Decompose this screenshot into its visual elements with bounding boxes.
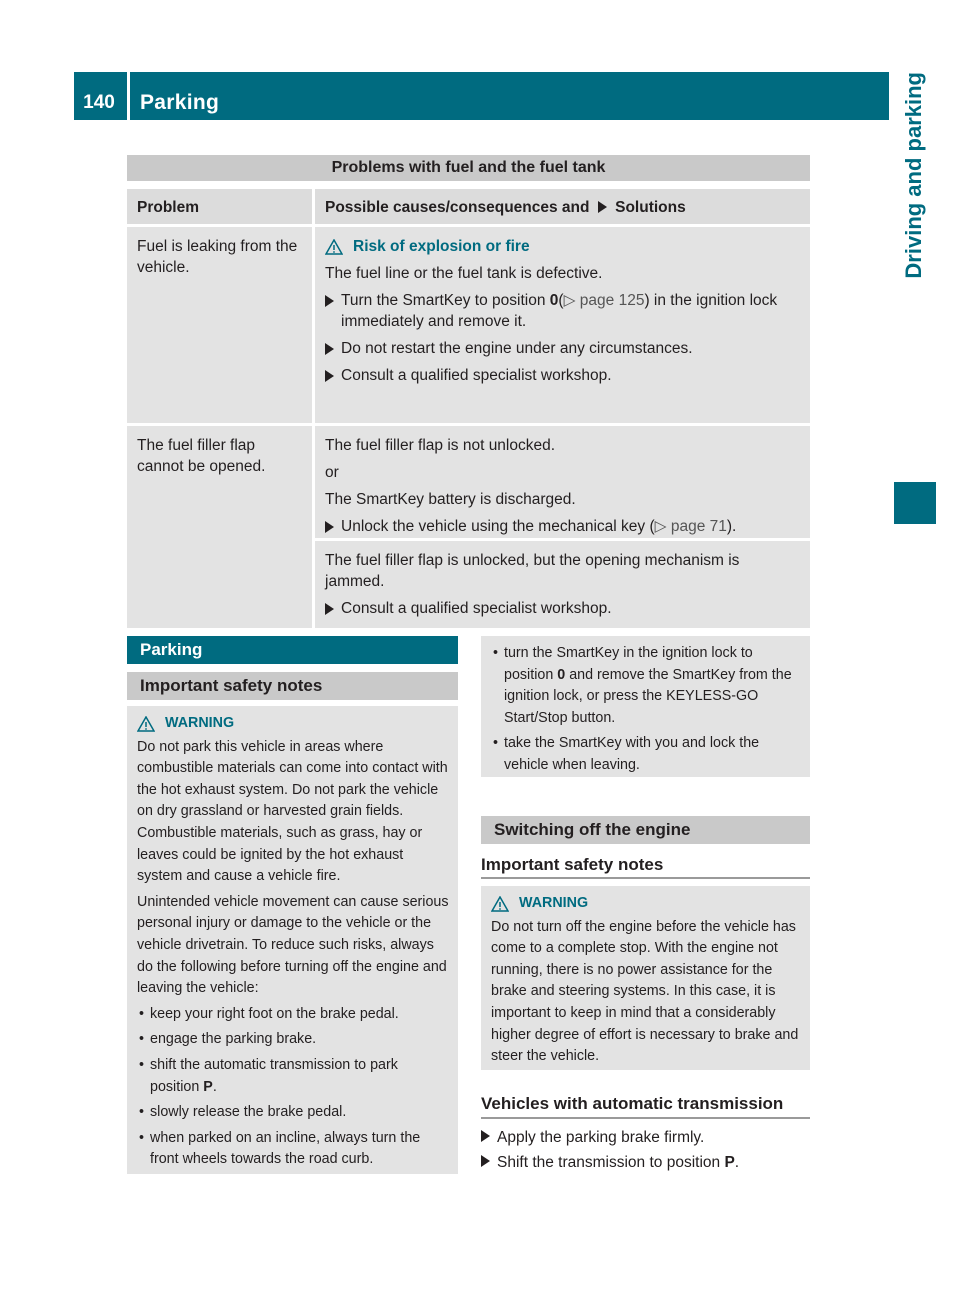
fuel-table-title: Problems with fuel and the fuel tank <box>127 155 810 181</box>
warning-line <box>137 713 450 735</box>
problem-cell: The fuel filler flap cannot be opened. <box>127 426 312 628</box>
engine-off-steps <box>481 1125 810 1175</box>
problem-column-header: Problem <box>127 189 312 224</box>
cause-text: The fuel filler flap is not unlocked. <box>325 437 556 454</box>
page-reference-link[interactable]: ▷ page 71 <box>654 518 727 535</box>
chapter-tab-marker <box>894 482 936 524</box>
list-item-text: turn the SmartKey in the ignition lock to position <box>504 645 753 683</box>
step-text: . <box>734 1154 740 1171</box>
parking-section-title: Parking <box>127 636 458 664</box>
step-text: ) in the ignition lock immediately and remove it. <box>341 292 778 330</box>
heading-rule <box>481 1117 810 1119</box>
solution-cell <box>315 426 810 538</box>
step-text: Turn the SmartKey to position <box>341 292 550 309</box>
fuel-table-header-row <box>127 189 810 224</box>
page-reference-link[interactable]: ▷ page 125 <box>563 292 645 309</box>
instruction-step: Consult a qualified specialist workshop. <box>325 365 802 386</box>
chapter-tab-label: Driving and parking <box>901 72 926 279</box>
page-title: Parking <box>140 91 220 114</box>
list-item <box>137 1055 450 1098</box>
warning-line <box>325 236 802 257</box>
warning-text: Risk of explosion or fire <box>353 238 530 255</box>
table-row <box>127 426 810 628</box>
fuel-table <box>127 189 810 628</box>
parking-subsection-title: Important safety notes <box>127 672 458 700</box>
parking-warning-continued-box <box>481 636 810 777</box>
solutions-column-header <box>315 189 810 224</box>
warning-paragraph: Unintended vehicle movement can cause serious personal injury or damage to the vehicle or the vehicle drivetrain. To reduce such risks, always do the following before turning off the engine and leaving the vehicle: <box>137 893 449 997</box>
warning-line <box>491 893 802 915</box>
position-value: P <box>203 1078 213 1095</box>
position-value: 0 <box>549 292 559 309</box>
warning-triangle-icon <box>491 896 509 912</box>
parking-warning-box <box>127 706 458 1174</box>
solution-cell-group <box>315 426 810 628</box>
solutions-header-prefix: Possible causes/consequences and <box>325 199 590 216</box>
table-row <box>127 227 810 423</box>
list-item <box>491 643 802 729</box>
problem-cell: Fuel is leaking from the vehicle. <box>127 227 312 423</box>
solution-cell <box>315 541 810 628</box>
chapter-tab <box>894 72 960 1072</box>
automatic-transmission-heading: Vehicles with automatic transmission <box>481 1094 784 1113</box>
instruction-step <box>481 1150 810 1175</box>
heading-rule <box>481 877 810 879</box>
position-value: P <box>724 1154 735 1171</box>
list-item-text: and remove the SmartKey from the ignition lock, or press the KEYLESS-GO Start/Stop button. <box>504 666 792 726</box>
solutions-header-suffix: Solutions <box>615 199 686 216</box>
step-text: ( <box>558 292 564 309</box>
engine-off-warning-box <box>481 886 810 1070</box>
page-number: 140 <box>83 92 115 113</box>
instruction-step: Apply the parking brake firmly. <box>481 1125 810 1150</box>
step-text: ). <box>726 518 737 535</box>
warning-triangle-icon <box>325 239 343 255</box>
warning-paragraph: Do not park this vehicle in areas where combustible materials can come into contact with the hot exhaust system. Do not park the vehicle on dry grassland or harvested grain fields. Combustible materials, such as grass, hay or leaves could be ignited by the hot exhaust system and cause a vehicle fire. <box>137 738 448 885</box>
instruction-step <box>325 290 802 332</box>
engine-off-section-title: Switching off the engine <box>481 816 810 844</box>
list-item: • engage the parking brake. <box>137 1029 450 1051</box>
cause-or: or <box>325 464 339 481</box>
instruction-step: Consult a qualified specialist workshop. <box>325 598 802 619</box>
list-item-text: . <box>212 1078 217 1095</box>
solution-cell <box>315 227 810 423</box>
engine-off-subheading: Important safety notes <box>481 855 664 874</box>
cause-text: The fuel line or the fuel tank is defective. <box>325 265 603 282</box>
position-value: 0 <box>557 666 566 683</box>
warning-triangle-icon <box>137 716 155 732</box>
list-item: • when parked on an incline, always turn the front wheels towards the road curb. <box>137 1128 450 1171</box>
header-divider <box>127 72 130 120</box>
instruction-step <box>325 516 802 537</box>
list-item: • keep your right foot on the brake pedal. <box>137 1004 450 1026</box>
list-item-text: shift the automatic transmission to park position <box>150 1056 398 1095</box>
warning-label: WARNING <box>519 895 589 911</box>
list-item: • slowly release the brake pedal. <box>137 1102 450 1124</box>
step-text: Unlock the vehicle using the mechanical key ( <box>341 518 655 535</box>
instruction-step: Do not restart the engine under any circumstances. <box>325 338 802 359</box>
warning-paragraph: Do not turn off the engine before the vehicle has come to a complete stop. With the engine not running, there is no power assistance for the brake and steering systems. In this case, it is important to keep in mind that a considerably higher degree of effort is necessary to brake and steer the vehicle. <box>491 918 799 1065</box>
cause-text: The SmartKey battery is discharged. <box>325 491 576 508</box>
warning-label: WARNING <box>165 715 235 731</box>
list-item: • take the SmartKey with you and lock the vehicle when leaving. <box>491 733 802 776</box>
step-text: Shift the transmission to position <box>497 1154 725 1171</box>
play-arrow-icon <box>598 201 607 213</box>
cause-text: The fuel filler flap is unlocked, but the opening mechanism is jammed. <box>325 552 740 590</box>
